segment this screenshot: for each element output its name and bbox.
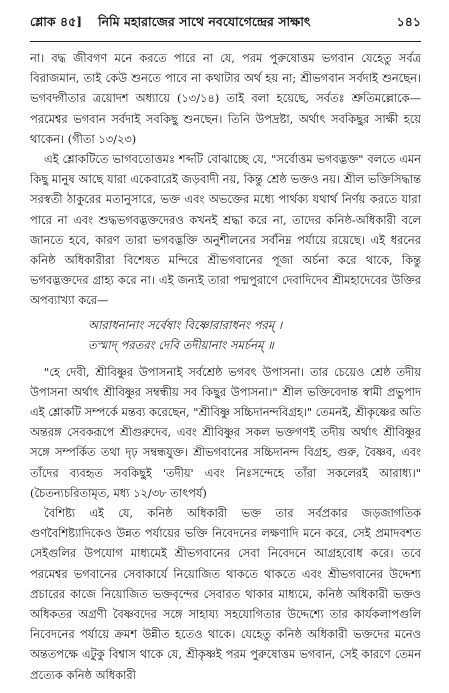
paragraph-3: "হে দেবী, শ্রীবিষ্ণুর উপাসনাই সর্বশ্রেষ্ঠ ভগবৎ উপাসনা। তার চেয়েও শ্রেষ্ঠ তদীয় উপাসনা অর্থাৎ শ্রীবিষ্ণুর সম্বন্ধীয় সব কিছুর উপাসনা।" শ্রীল ভক্তিবেদান্ত স্বামী প্রভুপাদ এই শ্লোকটি সম্পর্কে মন্তব্য করেছেন, "শ্রীবিষ্ণু সচ্চিদানন্দবিগ্রহ।" তেমনই, শ্রীকৃষ্ণের অতি অন্তরঙ্গ সেবকরূপে শ্রীগুরুদেব, এবং শ্রীবিষ্ণুর সকল ভক্তগণই তদীয় অর্থাৎ শ্রীবিষ্ণুর সঙ্গে সম্পর্কিত তথা দৃঢ় সম্বন্ধযুক্ত। শ্রীভগবানের সচ্চিদানন্দ বিগ্রহ, গুরু, বৈষ্ণব, এবং তাঁদের ব্যবহৃত সবকিছুই 'তদীয়' এবং নিঃসন্দেহে তাঁরা সকলেরই আরাধ্য।" (চৈতন্যচরিতামৃত, মধ্য ১২/৩৮ তাৎপর্য) <box>30 364 421 500</box>
chapter-reference: শ্লোক ৪৫] <box>30 14 83 29</box>
running-head <box>30 10 421 38</box>
paragraph-4: বৈশিষ্ট্য এই যে, কনিষ্ঠ অধিকারী ভক্ত তার সর্বপ্রকার জড়জাগতিক গুণবৈশিষ্ট্যাদিকেও উন্নত পর্যায়ের ভক্তি নিবেদনের লক্ষণাদি মনে করে, সেই প্রমাদবশত সেইগুলির উপযোগ মাধ্যমেই শ্রীভগবানের সেবা নিবেদনে আগ্রহবোধ করে। তবে পরমেশ্বর ভগবানের সেবাকার্যে নিয়োজিত থাকতে থাকতে এবং শ্রীভগবানের উদ্দেশ্য প্রচারের কাজে নিয়োজিত ভক্তবৃন্দের সেবারত থাকার মাধ্যমে, কনিষ্ঠ অধিকারী ভক্তও অধিকতর অগ্রণী বৈষ্ণবদের সঙ্গে সাহায্য সহযোগিতার উদ্দেশ্যে তার কার্যকলাপগুলি নিবেদনের পর্যায়ে ক্রমশ উন্নীত হতেও থাকে। যেহেতু কনিষ্ঠ অধিকারী ভক্তদের মনেও অন্ততপক্ষে এটুকু বিশ্বাস থাকে যে, শ্রীকৃষ্ণই পরম পুরুষোত্তম ভগবান, সেই কারণে তেমন প্রত্যেক কনিষ্ঠ অধিকারী <box>30 506 421 682</box>
page-header-title: নিমি মহারাজের সাথে নবযোগেন্দ্রের সাক্ষাৎ <box>98 14 311 29</box>
header-divider <box>30 41 421 42</box>
paragraph-2: এই শ্লোকটিতে ভাগবতোত্তমঃ শব্দটি বোঝাচ্ছে যে, "সর্বোত্তম ভগবদ্ভক্ত" বলতে এমন কিছু মানুষ আছে যারা একেবারেই জড়বাদী নয়, কিন্তু শ্রেষ্ঠ ভক্তও নয়। শ্রীল ভক্তিসিদ্ধান্ত সরস্বতী ঠাকুরের মতানুসারে, ভক্ত এবং অভক্তের মধ্যে পার্থক্য যথার্থ নির্ণয় করতে যারা পারে না এবং শুদ্ধভগবদ্ভক্তদেরও কখনই শ্রদ্ধা করে না, তাদের কনিষ্ঠ-অধিকারী বলে জানতে হবে, কারণ তারা ভগবদ্ভক্তি অনুশীলনের সর্বনিম্ন পর্যায়ে রয়েছে। এই ধরনের কনিষ্ঠ অধিকারীরা বিশেষত মন্দিরে শ্রীভগবানের পূজা অর্চনা করে থাকে, কিন্তু ভগবদ্ভক্তদের গ্রাহ্য করে না। এই জন্যই তারা পদ্মপুরাণে দেবাদিদেব শ্রীমহাদেবের উক্তির অপব্যাখ্যা করে— <box>30 152 421 308</box>
page-number: ১৪১ <box>396 14 421 29</box>
sanskrit-verse <box>30 315 421 356</box>
running-head-left <box>30 14 311 34</box>
verse-line-2: তস্মাদ্ পরতরং দেবি তদীয়ানাং সমর্চনম্ ॥ <box>88 338 274 353</box>
page-body <box>30 48 421 685</box>
verse-line-1: আরাধনানাং সর্বেষাং বিষ্ণোরারাধনং পরম্ । <box>88 317 283 332</box>
paragraph-1: না। বদ্ধ জীবগণ মনে করতে পারে না যে, পরম পুরুষোত্তম ভগবান যেহেতু সর্বত্র বিরাজমান, তাই কেউ শুনতে পাবে না কথাটার অর্থ হয় না; শ্রীভগবান সর্বদাই শুনছেন। ভগবদ্গীতার ত্রয়োদশ অধ্যায়ে (১৩/১৪) তাই বলা হয়েছে, সর্বতঃ শ্রুতিমল্লোকে—পরমেশ্বর ভগবান সর্বদাই সবকিছু শুনছেন। তিনি উপদ্রষ্টা, অর্থাৎ সবকিছুর সাক্ষী হয়ে থাকেন। (গীতা ১৩/২৩) <box>30 51 421 146</box>
